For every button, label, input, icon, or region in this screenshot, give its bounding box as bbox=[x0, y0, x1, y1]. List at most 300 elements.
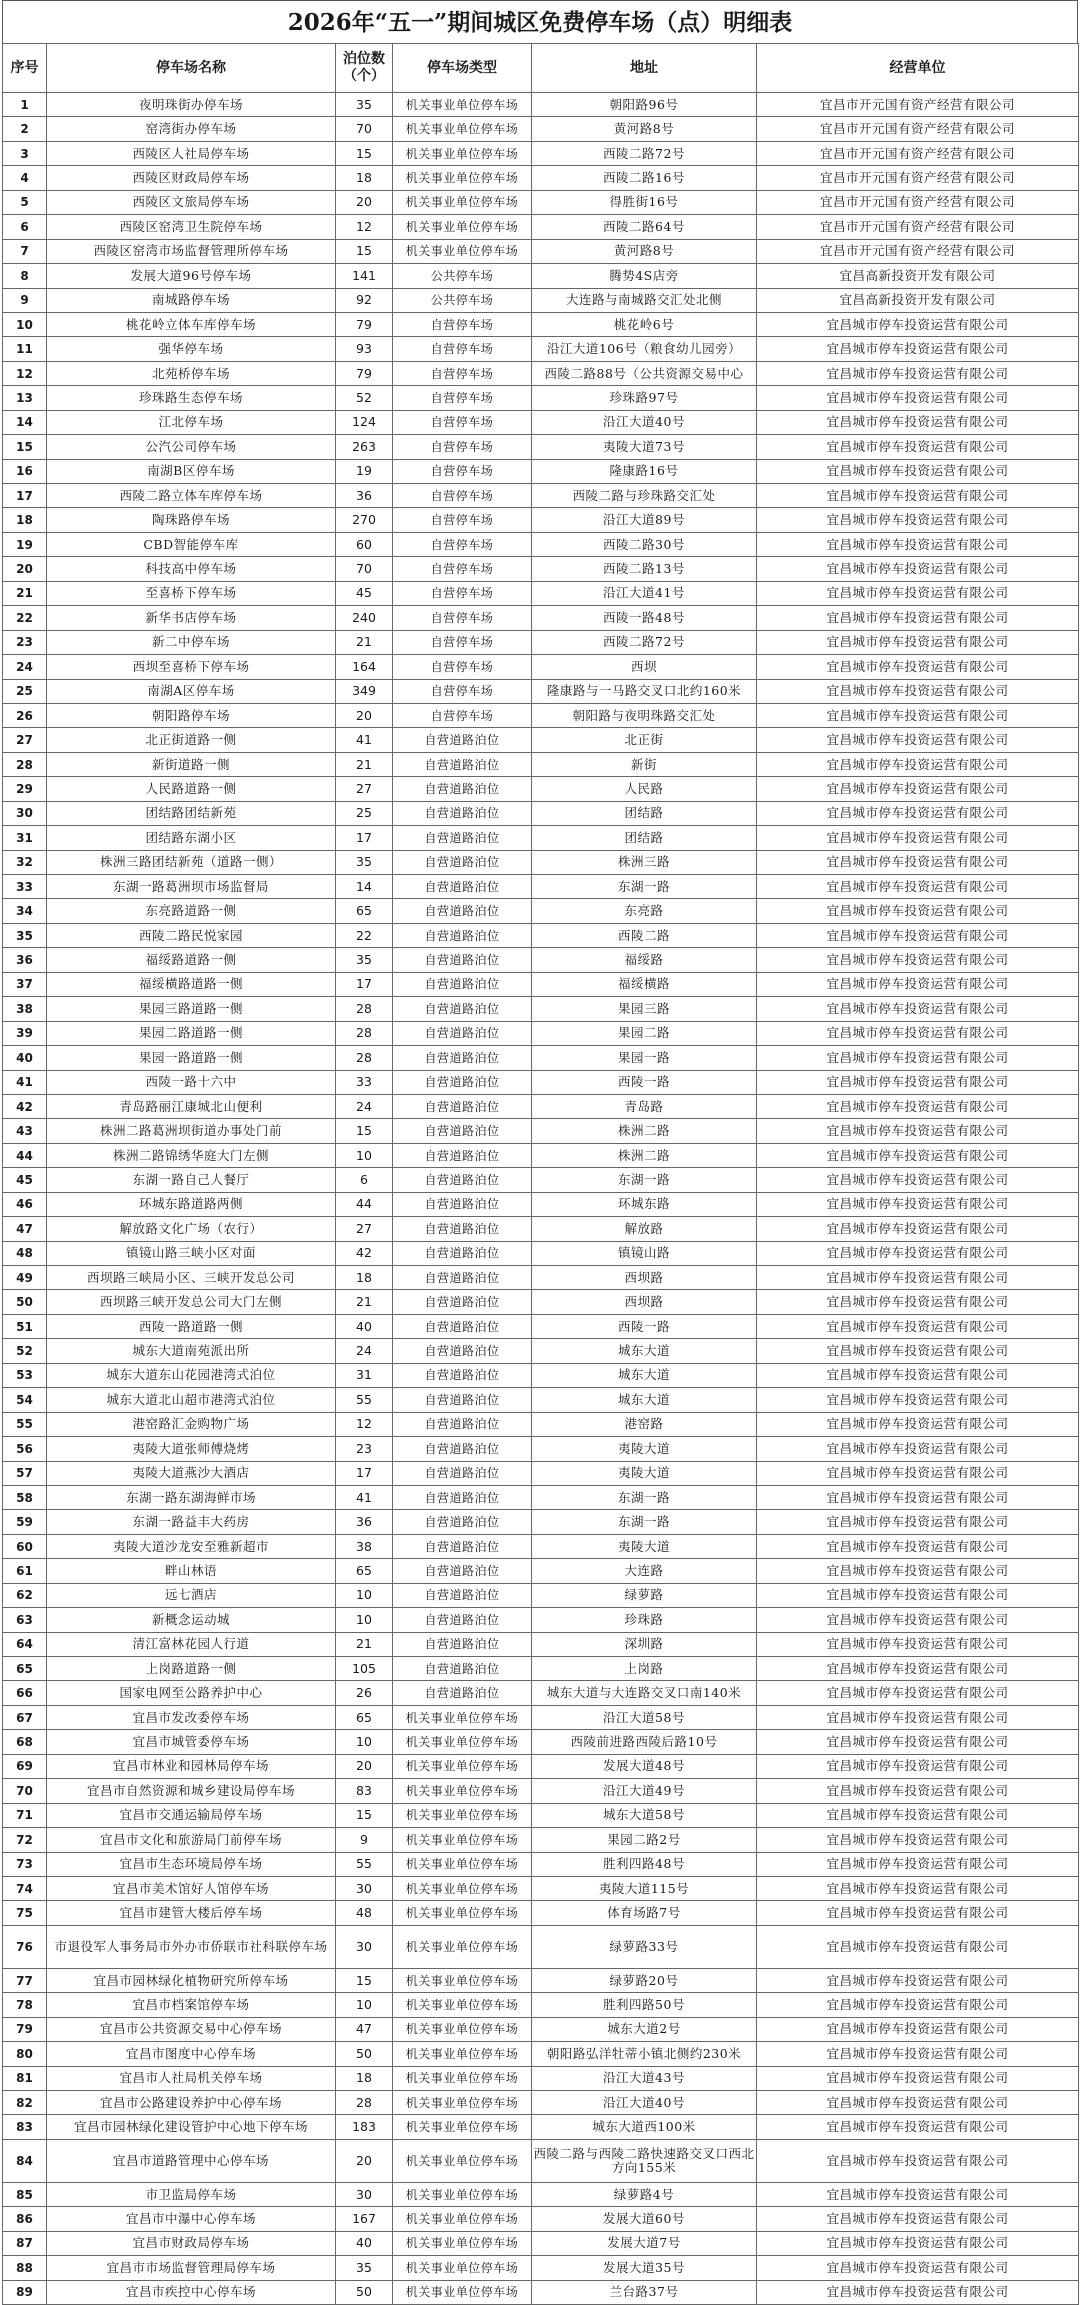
parking-address: 福绥路 bbox=[532, 948, 757, 972]
parking-type: 自营道路泊位 bbox=[393, 1534, 532, 1558]
row-index: 58 bbox=[3, 1485, 47, 1509]
parking-spaces: 65 bbox=[336, 1705, 393, 1729]
parking-address: 西陵一路 bbox=[532, 1314, 757, 1338]
table-row bbox=[3, 923, 1079, 947]
parking-type: 自营停车场 bbox=[393, 532, 532, 556]
row-index: 83 bbox=[3, 2115, 47, 2139]
parking-operator: 宜昌城市停车投资运营有限公司 bbox=[757, 2139, 1079, 2182]
parking-name: 西陵二路民悦家园 bbox=[47, 923, 336, 947]
parking-name: 株洲二路葛洲坝街道办事处门前 bbox=[47, 1119, 336, 1143]
parking-type: 自营道路泊位 bbox=[393, 923, 532, 947]
parking-type: 自营停车场 bbox=[393, 679, 532, 703]
table-row bbox=[3, 1290, 1079, 1314]
parking-address: 团结路 bbox=[532, 801, 757, 825]
header-operator: 经营单位 bbox=[757, 44, 1079, 93]
parking-type: 公共停车场 bbox=[393, 264, 532, 288]
row-index: 51 bbox=[3, 1314, 47, 1338]
row-index: 42 bbox=[3, 1094, 47, 1118]
row-index: 43 bbox=[3, 1119, 47, 1143]
row-index: 73 bbox=[3, 1852, 47, 1876]
row-index: 75 bbox=[3, 1901, 47, 1925]
parking-name: 城东大道南苑派出所 bbox=[47, 1339, 336, 1363]
parking-spaces: 10 bbox=[336, 1993, 393, 2017]
parking-operator: 宜昌城市停车投资运营有限公司 bbox=[757, 1583, 1079, 1607]
parking-name: 新华书店停车场 bbox=[47, 606, 336, 630]
parking-spaces: 12 bbox=[336, 215, 393, 239]
parking-address: 株洲二路 bbox=[532, 1143, 757, 1167]
parking-operator: 宜昌城市停车投资运营有限公司 bbox=[757, 1993, 1079, 2017]
parking-name: 城东大道北山超市港湾式泊位 bbox=[47, 1388, 336, 1412]
parking-name: 宜昌市自然资源和城乡建设局停车场 bbox=[47, 1779, 336, 1803]
parking-name: 宜昌市中瀑中心停车场 bbox=[47, 2207, 336, 2231]
table-row bbox=[3, 655, 1079, 679]
parking-name: 宜昌市林业和园林局停车场 bbox=[47, 1754, 336, 1778]
row-index: 46 bbox=[3, 1192, 47, 1216]
parking-spaces: 35 bbox=[336, 948, 393, 972]
parking-type: 自营道路泊位 bbox=[393, 728, 532, 752]
parking-operator: 宜昌城市停车投资运营有限公司 bbox=[757, 1241, 1079, 1265]
parking-name: 东湖一路益丰大药房 bbox=[47, 1510, 336, 1534]
parking-name: 江北停车场 bbox=[47, 410, 336, 434]
parking-operator: 宜昌城市停车投资运营有限公司 bbox=[757, 1681, 1079, 1705]
parking-operator: 宜昌城市停车投资运营有限公司 bbox=[757, 1217, 1079, 1241]
parking-address: 发展大道60号 bbox=[532, 2207, 757, 2231]
parking-operator: 宜昌城市停车投资运营有限公司 bbox=[757, 2066, 1079, 2090]
parking-type: 机关事业单位停车场 bbox=[393, 1993, 532, 2017]
row-index: 21 bbox=[3, 581, 47, 605]
table-row bbox=[3, 1168, 1079, 1192]
table-row bbox=[3, 508, 1079, 532]
parking-spaces: 23 bbox=[336, 1437, 393, 1461]
parking-operator: 宜昌城市停车投资运营有限公司 bbox=[757, 655, 1079, 679]
table-row bbox=[3, 288, 1079, 312]
table-row bbox=[3, 703, 1079, 727]
parking-address: 西坝路 bbox=[532, 1290, 757, 1314]
row-index: 26 bbox=[3, 703, 47, 727]
parking-name: 新街道路一侧 bbox=[47, 752, 336, 776]
parking-operator: 宜昌城市停车投资运营有限公司 bbox=[757, 435, 1079, 459]
table-row bbox=[3, 875, 1079, 899]
parking-spaces: 35 bbox=[336, 850, 393, 874]
parking-address: 果园二路2号 bbox=[532, 1828, 757, 1852]
table-row bbox=[3, 1705, 1079, 1729]
table-row bbox=[3, 93, 1079, 117]
table-row bbox=[3, 1266, 1079, 1290]
parking-operator: 宜昌城市停车投资运营有限公司 bbox=[757, 1852, 1079, 1876]
table-row bbox=[3, 410, 1079, 434]
parking-operator: 宜昌城市停车投资运营有限公司 bbox=[757, 1754, 1079, 1778]
parking-spaces: 25 bbox=[336, 801, 393, 825]
parking-address: 果园二路 bbox=[532, 1021, 757, 1045]
table-row bbox=[3, 1901, 1079, 1925]
row-index: 62 bbox=[3, 1583, 47, 1607]
parking-name: 宜昌市园林绿化建设管护中心地下停车场 bbox=[47, 2115, 336, 2139]
parking-address: 绿萝路20号 bbox=[532, 1968, 757, 1992]
row-index: 3 bbox=[3, 141, 47, 165]
parking-name: 福绥横路道路一侧 bbox=[47, 972, 336, 996]
row-index: 55 bbox=[3, 1412, 47, 1436]
row-index: 11 bbox=[3, 337, 47, 361]
parking-name: 夷陵大道燕沙大酒店 bbox=[47, 1461, 336, 1485]
row-index: 44 bbox=[3, 1143, 47, 1167]
parking-operator: 宜昌城市停车投资运营有限公司 bbox=[757, 1388, 1079, 1412]
table-row bbox=[3, 2280, 1079, 2304]
parking-type: 自营道路泊位 bbox=[393, 1559, 532, 1583]
parking-spaces: 36 bbox=[336, 484, 393, 508]
parking-operator: 宜昌城市停车投资运营有限公司 bbox=[757, 410, 1079, 434]
parking-address: 福绥横路 bbox=[532, 972, 757, 996]
table-row bbox=[3, 1852, 1079, 1876]
row-index: 34 bbox=[3, 899, 47, 923]
parking-type: 机关事业单位停车场 bbox=[393, 2256, 532, 2280]
parking-operator: 宜昌城市停车投资运营有限公司 bbox=[757, 2256, 1079, 2280]
table-row bbox=[3, 948, 1079, 972]
row-index: 10 bbox=[3, 312, 47, 336]
parking-name: 宜昌市市场监督管理局停车场 bbox=[47, 2256, 336, 2280]
row-index: 68 bbox=[3, 1730, 47, 1754]
parking-address: 上岗路 bbox=[532, 1657, 757, 1681]
table-row bbox=[3, 1217, 1079, 1241]
parking-type: 自营道路泊位 bbox=[393, 1119, 532, 1143]
parking-address: 绿萝路4号 bbox=[532, 2182, 757, 2206]
parking-address: 珍珠路97号 bbox=[532, 386, 757, 410]
parking-operator: 宜昌城市停车投资运营有限公司 bbox=[757, 1314, 1079, 1338]
document-page bbox=[2, 0, 1078, 2305]
parking-name: 宜昌市美术馆好人馆停车场 bbox=[47, 1876, 336, 1900]
parking-operator: 宜昌城市停车投资运营有限公司 bbox=[757, 508, 1079, 532]
row-index: 87 bbox=[3, 2231, 47, 2255]
parking-type: 机关事业单位停车场 bbox=[393, 2207, 532, 2231]
parking-operator: 宜昌城市停车投资运营有限公司 bbox=[757, 1119, 1079, 1143]
table-row bbox=[3, 166, 1079, 190]
parking-name: 远七酒店 bbox=[47, 1583, 336, 1607]
parking-operator: 宜昌高新投资开发有限公司 bbox=[757, 264, 1079, 288]
parking-spaces: 31 bbox=[336, 1363, 393, 1387]
parking-name: 果园三路道路一侧 bbox=[47, 997, 336, 1021]
parking-address: 朝阳路弘洋牡蒂小镇北侧约230米 bbox=[532, 2042, 757, 2066]
parking-address: 人民路 bbox=[532, 777, 757, 801]
parking-operator: 宜昌城市停车投资运营有限公司 bbox=[757, 728, 1079, 752]
parking-operator: 宜昌市开元国有资产经营有限公司 bbox=[757, 141, 1079, 165]
table-row bbox=[3, 1363, 1079, 1387]
parking-name: 宜昌市疾控中心停车场 bbox=[47, 2280, 336, 2304]
row-index: 2 bbox=[3, 117, 47, 141]
row-index: 24 bbox=[3, 655, 47, 679]
parking-spaces: 105 bbox=[336, 1657, 393, 1681]
parking-name: 宜昌市城管委停车场 bbox=[47, 1730, 336, 1754]
parking-address: 夷陵大道 bbox=[532, 1534, 757, 1558]
parking-operator: 宜昌城市停车投资运营有限公司 bbox=[757, 997, 1079, 1021]
parking-address: 绿萝路 bbox=[532, 1583, 757, 1607]
parking-address: 城东大道 bbox=[532, 1339, 757, 1363]
parking-name: 解放路文化广场（农行） bbox=[47, 1217, 336, 1241]
table-row bbox=[3, 239, 1079, 263]
parking-operator: 宜昌城市停车投资运营有限公司 bbox=[757, 1901, 1079, 1925]
table-row bbox=[3, 1993, 1079, 2017]
parking-spaces: 15 bbox=[336, 1119, 393, 1143]
table-row bbox=[3, 752, 1079, 776]
table-row bbox=[3, 1094, 1079, 1118]
parking-spaces: 21 bbox=[336, 630, 393, 654]
row-index: 56 bbox=[3, 1437, 47, 1461]
parking-type: 自营停车场 bbox=[393, 655, 532, 679]
parking-name: 西陵一路道路一侧 bbox=[47, 1314, 336, 1338]
parking-name: 宜昌市图度中心停车场 bbox=[47, 2042, 336, 2066]
parking-address: 沿江大道43号 bbox=[532, 2066, 757, 2090]
parking-address: 沿江大道89号 bbox=[532, 508, 757, 532]
parking-operator: 宜昌城市停车投资运营有限公司 bbox=[757, 1803, 1079, 1827]
row-index: 16 bbox=[3, 459, 47, 483]
parking-operator: 宜昌城市停车投资运营有限公司 bbox=[757, 826, 1079, 850]
parking-type: 自营道路泊位 bbox=[393, 777, 532, 801]
parking-name: 宜昌市建管大楼后停车场 bbox=[47, 1901, 336, 1925]
parking-address: 桃花岭6号 bbox=[532, 312, 757, 336]
row-index: 66 bbox=[3, 1681, 47, 1705]
parking-address: 沿江大道106号（粮食幼儿园旁） bbox=[532, 337, 757, 361]
parking-name: 西陵区文旅局停车场 bbox=[47, 190, 336, 214]
parking-address: 珍珠路 bbox=[532, 1608, 757, 1632]
row-index: 7 bbox=[3, 239, 47, 263]
parking-spaces: 20 bbox=[336, 703, 393, 727]
parking-operator: 宜昌城市停车投资运营有限公司 bbox=[757, 948, 1079, 972]
parking-type: 自营道路泊位 bbox=[393, 1583, 532, 1607]
parking-type: 自营道路泊位 bbox=[393, 1461, 532, 1485]
table-row bbox=[3, 361, 1079, 385]
row-index: 6 bbox=[3, 215, 47, 239]
row-index: 61 bbox=[3, 1559, 47, 1583]
table-row bbox=[3, 190, 1079, 214]
table-row bbox=[3, 1681, 1079, 1705]
row-index: 82 bbox=[3, 2091, 47, 2115]
parking-address: 东湖一路 bbox=[532, 1168, 757, 1192]
table-row bbox=[3, 1828, 1079, 1852]
row-index: 33 bbox=[3, 875, 47, 899]
table-row bbox=[3, 1437, 1079, 1461]
parking-address: 西坝路 bbox=[532, 1266, 757, 1290]
parking-operator: 宜昌城市停车投资运营有限公司 bbox=[757, 581, 1079, 605]
parking-address: 环城东路 bbox=[532, 1192, 757, 1216]
table-row bbox=[3, 1876, 1079, 1900]
table-row bbox=[3, 2091, 1079, 2115]
parking-name: 国家电网至公路养护中心 bbox=[47, 1681, 336, 1705]
row-index: 22 bbox=[3, 606, 47, 630]
parking-address: 新街 bbox=[532, 752, 757, 776]
parking-name: 西陵区窑湾卫生院停车场 bbox=[47, 215, 336, 239]
row-index: 45 bbox=[3, 1168, 47, 1192]
parking-address: 镇镜山路 bbox=[532, 1241, 757, 1265]
parking-name: 窑湾街办停车场 bbox=[47, 117, 336, 141]
parking-type: 自营道路泊位 bbox=[393, 1168, 532, 1192]
parking-spaces: 17 bbox=[336, 972, 393, 996]
parking-name: 畔山林语 bbox=[47, 1559, 336, 1583]
parking-operator: 宜昌市开元国有资产经营有限公司 bbox=[757, 117, 1079, 141]
parking-operator: 宜昌城市停车投资运营有限公司 bbox=[757, 850, 1079, 874]
parking-spaces: 70 bbox=[336, 557, 393, 581]
parking-operator: 宜昌城市停车投资运营有限公司 bbox=[757, 1730, 1079, 1754]
header-name: 停车场名称 bbox=[47, 44, 336, 93]
table-row bbox=[3, 850, 1079, 874]
parking-address: 发展大道35号 bbox=[532, 2256, 757, 2280]
table-row bbox=[3, 1339, 1079, 1363]
parking-operator: 宜昌城市停车投资运营有限公司 bbox=[757, 2182, 1079, 2206]
table-body bbox=[3, 93, 1079, 2305]
row-index: 31 bbox=[3, 826, 47, 850]
parking-name: 珍珠路生态停车场 bbox=[47, 386, 336, 410]
parking-address: 西陵二路88号（公共资源交易中心 bbox=[532, 361, 757, 385]
parking-address: 城东大道 bbox=[532, 1388, 757, 1412]
table-row bbox=[3, 1119, 1079, 1143]
table-row bbox=[3, 1241, 1079, 1265]
parking-name: 清江富林花园人行道 bbox=[47, 1632, 336, 1656]
parking-operator: 宜昌城市停车投资运营有限公司 bbox=[757, 532, 1079, 556]
parking-spaces: 35 bbox=[336, 2256, 393, 2280]
parking-operator: 宜昌市开元国有资产经营有限公司 bbox=[757, 215, 1079, 239]
parking-operator: 宜昌城市停车投资运营有限公司 bbox=[757, 2091, 1079, 2115]
parking-operator: 宜昌城市停车投资运营有限公司 bbox=[757, 1828, 1079, 1852]
row-index: 25 bbox=[3, 679, 47, 703]
row-index: 27 bbox=[3, 728, 47, 752]
parking-type: 机关事业单位停车场 bbox=[393, 1876, 532, 1900]
parking-operator: 宜昌城市停车投资运营有限公司 bbox=[757, 2115, 1079, 2139]
table-row bbox=[3, 2115, 1079, 2139]
parking-spaces: 40 bbox=[336, 2231, 393, 2255]
table-row bbox=[3, 801, 1079, 825]
parking-address: 西陵二路 bbox=[532, 923, 757, 947]
parking-operator: 宜昌城市停车投资运营有限公司 bbox=[757, 337, 1079, 361]
parking-type: 机关事业单位停车场 bbox=[393, 1901, 532, 1925]
parking-type: 自营停车场 bbox=[393, 606, 532, 630]
parking-spaces: 349 bbox=[336, 679, 393, 703]
parking-operator: 宜昌市开元国有资产经营有限公司 bbox=[757, 166, 1079, 190]
parking-type: 机关事业单位停车场 bbox=[393, 2091, 532, 2115]
parking-name: 人民路道路一侧 bbox=[47, 777, 336, 801]
parking-type: 自营道路泊位 bbox=[393, 1070, 532, 1094]
parking-address: 西坝 bbox=[532, 655, 757, 679]
parking-address: 黄河路8号 bbox=[532, 239, 757, 263]
parking-type: 自营道路泊位 bbox=[393, 1388, 532, 1412]
parking-type: 机关事业单位停车场 bbox=[393, 2139, 532, 2182]
parking-name: 宜昌市文化和旅游局门前停车场 bbox=[47, 1828, 336, 1852]
row-index: 72 bbox=[3, 1828, 47, 1852]
parking-operator: 宜昌城市停车投资运营有限公司 bbox=[757, 2280, 1079, 2304]
parking-spaces: 41 bbox=[336, 1485, 393, 1509]
parking-table bbox=[2, 43, 1079, 2305]
parking-operator: 宜昌城市停车投资运营有限公司 bbox=[757, 1143, 1079, 1167]
parking-address: 隆康路16号 bbox=[532, 459, 757, 483]
parking-address: 兰台路37号 bbox=[532, 2280, 757, 2304]
parking-address: 得胜街16号 bbox=[532, 190, 757, 214]
parking-spaces: 26 bbox=[336, 1681, 393, 1705]
parking-type: 机关事业单位停车场 bbox=[393, 166, 532, 190]
parking-spaces: 47 bbox=[336, 2017, 393, 2041]
table-row bbox=[3, 1925, 1079, 1968]
parking-type: 自营道路泊位 bbox=[393, 1363, 532, 1387]
table-row bbox=[3, 1559, 1079, 1583]
parking-operator: 宜昌城市停车投资运营有限公司 bbox=[757, 1559, 1079, 1583]
table-row bbox=[3, 2256, 1079, 2280]
parking-name: 科技高中停车场 bbox=[47, 557, 336, 581]
parking-name: 青岛路丽江康城北山便利 bbox=[47, 1094, 336, 1118]
parking-name: 宜昌市公路建设养护中心停车场 bbox=[47, 2091, 336, 2115]
parking-type: 自营停车场 bbox=[393, 459, 532, 483]
parking-operator: 宜昌城市停车投资运营有限公司 bbox=[757, 777, 1079, 801]
table-row bbox=[3, 1143, 1079, 1167]
parking-address: 体育场路7号 bbox=[532, 1901, 757, 1925]
parking-spaces: 79 bbox=[336, 361, 393, 385]
parking-type: 机关事业单位停车场 bbox=[393, 2280, 532, 2304]
parking-spaces: 24 bbox=[336, 1339, 393, 1363]
table-row bbox=[3, 2231, 1079, 2255]
parking-spaces: 15 bbox=[336, 1803, 393, 1827]
parking-type: 自营道路泊位 bbox=[393, 1510, 532, 1534]
header-row bbox=[3, 44, 1079, 93]
parking-address: 城东大道西100米 bbox=[532, 2115, 757, 2139]
row-index: 70 bbox=[3, 1779, 47, 1803]
parking-operator: 宜昌城市停车投资运营有限公司 bbox=[757, 1412, 1079, 1436]
parking-address: 港窑路 bbox=[532, 1412, 757, 1436]
row-index: 64 bbox=[3, 1632, 47, 1656]
parking-address: 夷陵大道 bbox=[532, 1437, 757, 1461]
parking-type: 自营道路泊位 bbox=[393, 1437, 532, 1461]
parking-name: 西陵区人社局停车场 bbox=[47, 141, 336, 165]
parking-name: 团结路团结新苑 bbox=[47, 801, 336, 825]
table-row bbox=[3, 2139, 1079, 2182]
parking-address: 城东大道2号 bbox=[532, 2017, 757, 2041]
parking-spaces: 263 bbox=[336, 435, 393, 459]
table-row bbox=[3, 728, 1079, 752]
parking-operator: 宜昌城市停车投资运营有限公司 bbox=[757, 1705, 1079, 1729]
parking-name: 宜昌市生态环境局停车场 bbox=[47, 1852, 336, 1876]
parking-type: 机关事业单位停车场 bbox=[393, 1968, 532, 1992]
row-index: 89 bbox=[3, 2280, 47, 2304]
row-index: 18 bbox=[3, 508, 47, 532]
parking-spaces: 28 bbox=[336, 2091, 393, 2115]
parking-spaces: 42 bbox=[336, 1241, 393, 1265]
parking-name: 宜昌市园林绿化植物研究所停车场 bbox=[47, 1968, 336, 1992]
parking-spaces: 36 bbox=[336, 1510, 393, 1534]
parking-address: 西陵前进路西陵后路10号 bbox=[532, 1730, 757, 1754]
row-index: 50 bbox=[3, 1290, 47, 1314]
table-row bbox=[3, 1779, 1079, 1803]
parking-name: 西坝路三峡开发总公司大门左侧 bbox=[47, 1290, 336, 1314]
parking-operator: 宜昌城市停车投资运营有限公司 bbox=[757, 1070, 1079, 1094]
table-row bbox=[3, 484, 1079, 508]
parking-address: 果园一路 bbox=[532, 1046, 757, 1070]
row-index: 59 bbox=[3, 1510, 47, 1534]
parking-spaces: 164 bbox=[336, 655, 393, 679]
parking-operator: 宜昌城市停车投资运营有限公司 bbox=[757, 361, 1079, 385]
parking-type: 自营道路泊位 bbox=[393, 826, 532, 850]
parking-type: 自营道路泊位 bbox=[393, 1485, 532, 1509]
table-row bbox=[3, 1754, 1079, 1778]
parking-name: 宜昌市发改委停车场 bbox=[47, 1705, 336, 1729]
parking-spaces: 55 bbox=[336, 1852, 393, 1876]
parking-type: 自营道路泊位 bbox=[393, 899, 532, 923]
parking-spaces: 10 bbox=[336, 1730, 393, 1754]
parking-spaces: 141 bbox=[336, 264, 393, 288]
table-row bbox=[3, 1534, 1079, 1558]
row-index: 86 bbox=[3, 2207, 47, 2231]
table-header bbox=[3, 44, 1079, 93]
parking-type: 自营道路泊位 bbox=[393, 752, 532, 776]
parking-spaces: 15 bbox=[336, 1968, 393, 1992]
parking-address: 沿江大道40号 bbox=[532, 2091, 757, 2115]
parking-address: 西陵一路 bbox=[532, 1070, 757, 1094]
parking-type: 自营道路泊位 bbox=[393, 801, 532, 825]
parking-address: 沿江大道40号 bbox=[532, 410, 757, 434]
parking-name: 市退役军人事务局市外办市侨联市社科联停车场 bbox=[47, 1925, 336, 1968]
row-index: 38 bbox=[3, 997, 47, 1021]
